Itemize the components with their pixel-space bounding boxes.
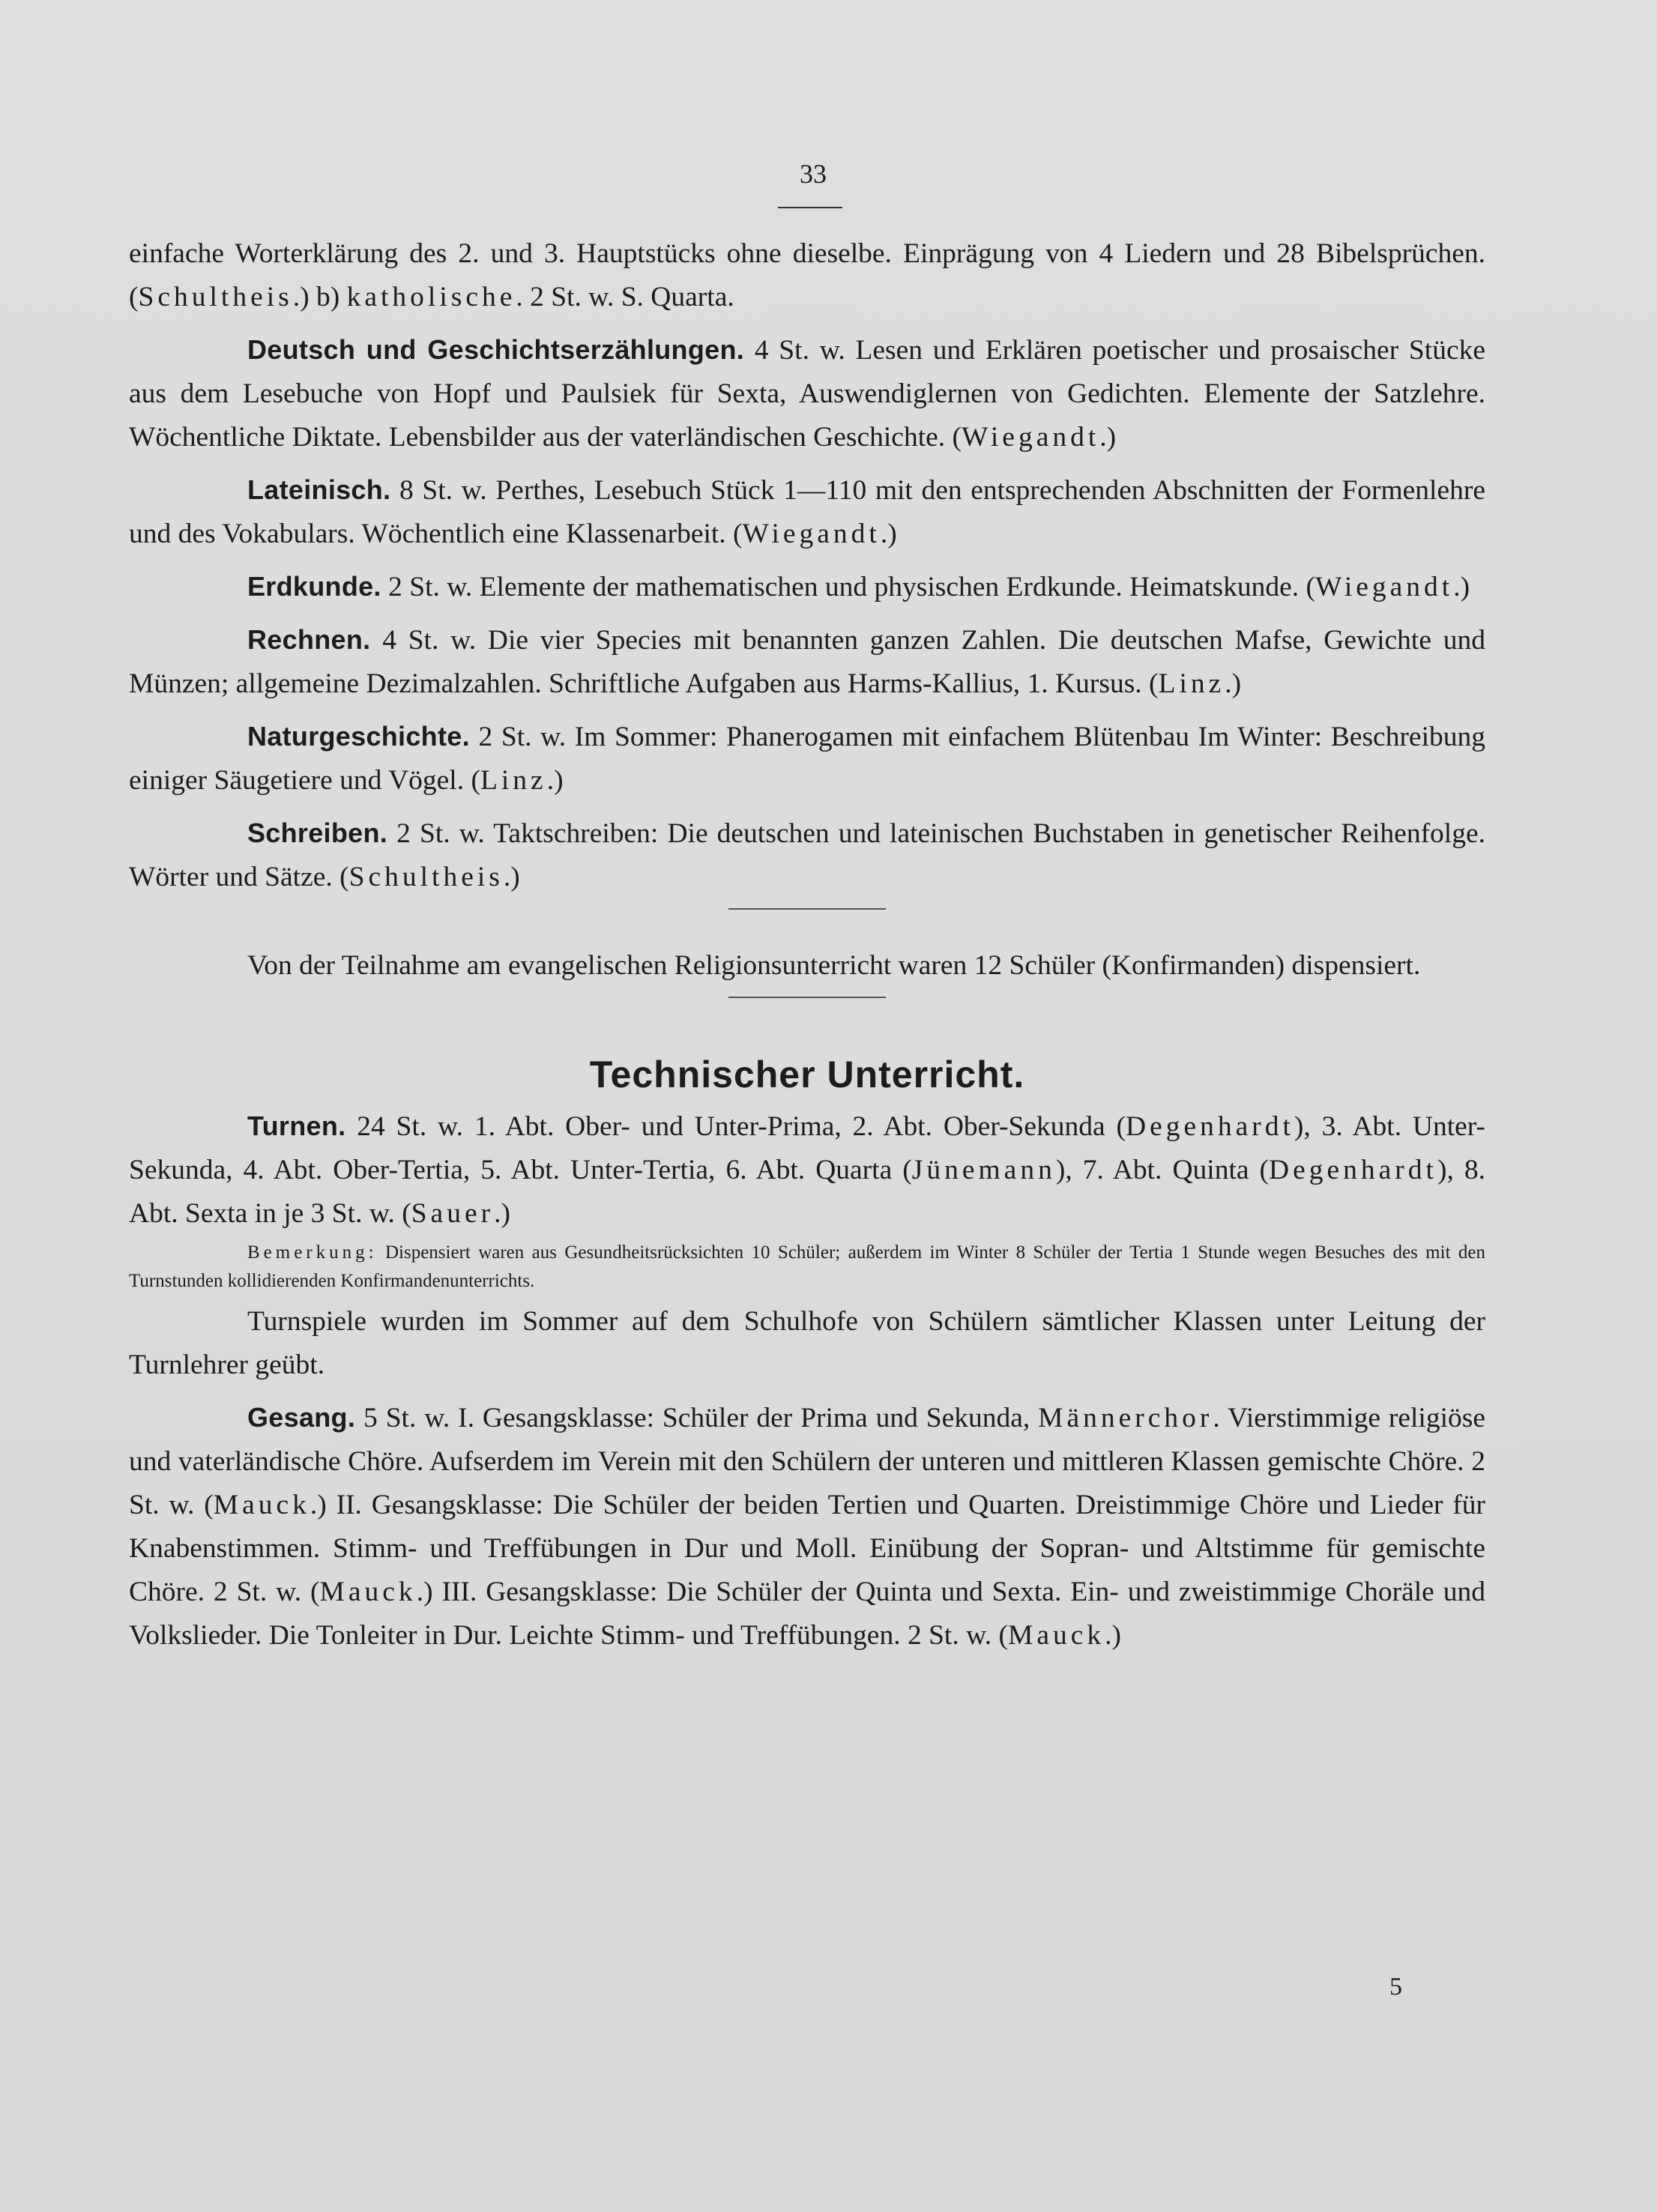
subject-heading: Lateinisch.	[247, 474, 391, 505]
paragraph-gesang: Gesang. 5 St. w. I. Gesangsklasse: Schüler der Prima und Sekunda, Männerchor. Vierstimmige religiöse und vaterländische Chöre. Aufserdem im Verein mit den Schülern der unteren und mittleren Klassen gemischte Chöre. 2 St. w. (Mauck.) II. Gesangsklasse: Die Schüler der beiden Tertien und Quarten. Dreistimmige Chöre und Lieder für Knabenstimmen. Stimm- und Treffübungen in Dur und Moll. Einübung der Sopran- und Altstimme für gemischte Chöre. 2 St. w. (Mauck.) III. Gesangsklasse: Die Schüler der Quinta und Sexta. Ein- und zweistimmige Choräle und Volkslieder. Die Tonleiter in Dur. Leichte Stimm- und Treffübungen. 2 St. w. (Mauck.)	[129, 1402, 1485, 1651]
divider-rule	[728, 908, 886, 910]
paragraph-deutsch: Deutsch und Geschichtserzählungen. 4 St. w. Lesen und Erklären poetischer und prosaischer Stücke aus dem Lesebuche von Hopf und Paulsiek für Sexta, Auswendiglernen von Gedichten. Elemente der Satzlehre. Wöchentliche Diktate. Lebensbilder aus der vaterländischen Geschichte. (Wiegandt.)	[129, 334, 1485, 453]
subject-heading: Turnen.	[247, 1110, 346, 1141]
paragraph-turnspiele: Turnspiele wurden im Sommer auf dem Schulhofe von Schülern sämtlicher Klassen unter Leitung der Turnlehrer geübt.	[129, 1306, 1485, 1380]
paragraph-dispensation: Von der Teilnahme am evangelischen Religionsunterricht waren 12 Schüler (Konfirmanden) dispensiert.	[247, 950, 1421, 981]
subject-heading: Naturgeschichte.	[247, 721, 470, 752]
paragraph-rechnen: Rechnen. 4 St. w. Die vier Species mit benannten ganzen Zahlen. Die deutschen Mafse, Gewichte und Münzen; allgemeine Dezimalzahlen. Schriftliche Aufgaben aus Harms-Kallius, 1. Kursus. (Linz.)	[129, 624, 1485, 699]
subject-heading: Deutsch und Geschichtserzählungen.	[247, 334, 745, 365]
paragraph-religion-continued: einfache Worterklärung des 2. und 3. Hauptstücks ohne dieselbe. Einprägung von 4 Liedern und 28 Bibelsprüchen. (Schultheis.) b) katholische. 2 St. w. S. Quarta.	[129, 238, 1485, 312]
remark-note: Bemerkung: Dispensiert waren aus Gesundheitsrücksichten 10 Schüler; außerdem im Winter 8 Schüler der Tertia 1 Stunde wegen Besuches des mit den Turnstunden kollidierenden Konfirmandenunterrichts.	[129, 1242, 1485, 1291]
page-number: 33	[800, 159, 827, 189]
paragraph-naturgeschichte: Naturgeschichte. 2 St. w. Im Sommer: Phanerogamen mit einfachem Blütenbau Im Winter: Beschreibung einiger Säugetiere und Vögel. (Linz.)	[129, 721, 1485, 796]
subject-heading: Rechnen.	[247, 624, 371, 655]
paragraph-turnen: Turnen. 24 St. w. 1. Abt. Ober- und Unter-Prima, 2. Abt. Ober-Sekunda (Degenhardt), 3. Abt. Unter-Sekunda, 4. Abt. Ober-Tertia, 5. Abt. Unter-Tertia, 6. Abt. Quarta (Jünemann), 7. Abt. Quinta (Degenhardt), 8. Abt. Sexta in je 3 St. w. (Sauer.)	[129, 1110, 1486, 1229]
paragraph-erdkunde: Erdkunde. 2 St. w. Elemente der mathematischen und physischen Erdkunde. Heimatskunde. (Wiegandt.)	[247, 571, 1470, 602]
section-title: Technischer Unterricht.	[589, 1054, 1025, 1096]
subject-heading: Erdkunde.	[247, 571, 381, 602]
subject-heading: Gesang.	[247, 1402, 356, 1433]
paragraph-lateinisch: Lateinisch. 8 St. w. Perthes, Lesebuch Stück 1—110 mit den entsprechenden Abschnitten der Formenlehre und des Vokabulars. Wöchentlich eine Klassenarbeit. (Wiegandt.)	[129, 474, 1485, 549]
subject-heading: Schreiben.	[247, 818, 388, 848]
page-number-underline	[778, 207, 842, 208]
page-content	[129, 232, 1485, 1666]
paragraph-schreiben: Schreiben. 2 St. w. Taktschreiben: Die deutschen und lateinischen Buchstaben in genetischer Reihenfolge. Wörter und Sätze. (Schultheis.)	[129, 818, 1485, 892]
divider-rule	[728, 997, 886, 998]
signature-mark: 5	[1389, 1973, 1402, 2001]
